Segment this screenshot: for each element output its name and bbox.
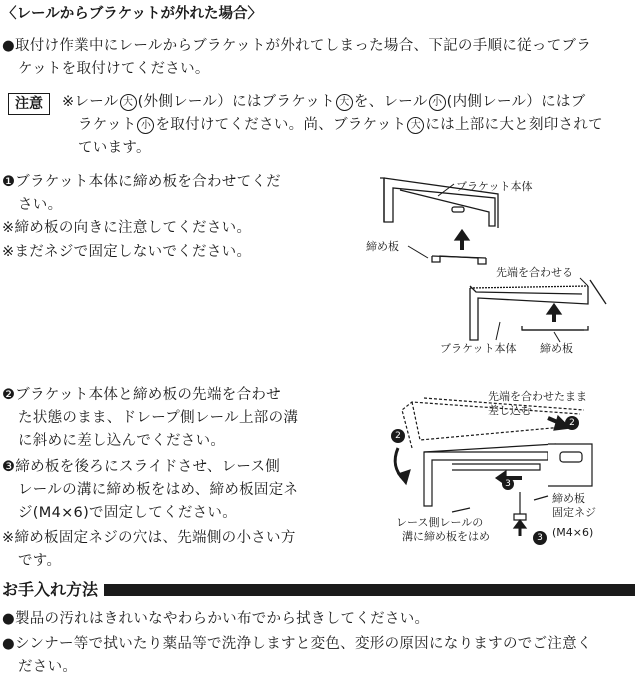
label-screw-3: (M4×6)	[552, 526, 594, 539]
care-title: お手入れ方法	[2, 580, 104, 600]
circled-dai: 大	[336, 94, 353, 111]
circled-sho: 小	[137, 117, 154, 134]
circled-dai: 大	[407, 117, 424, 134]
step1-note-1: ※締め板の向きに注意してください。	[2, 220, 252, 236]
label-insert-2: 差し込む	[488, 404, 532, 417]
circled-dai: 大	[120, 94, 137, 111]
step3-line-1: ❸締め板を後ろにスライドさせ、レース側	[2, 459, 281, 475]
step1-line-1: ❶ブラケット本体に締め板を合わせてくだ	[2, 174, 281, 190]
intro-line-1: ●取付け作業中にレールからブラケットが外れてしまった場合、下記の手順に従ってブラ	[2, 38, 592, 54]
caution-text: には上部に大と刻印されて	[425, 117, 603, 133]
circled-sho: 小	[429, 94, 446, 111]
step3-line-3: ジ(M4×6)で固定してください。	[18, 505, 238, 521]
step2-line-3: に斜めに差し込んでください。	[18, 433, 226, 449]
care-item-2-line-1: ●シンナー等で拭いたり薬品等で洗浄しますと変色、変形の原因になりますのでご注意く	[2, 636, 592, 652]
step3-note-2: です。	[18, 553, 62, 569]
label-insert-1: 先端を合わせたまま	[488, 390, 587, 403]
label-clamp-plate: 締め板	[366, 240, 399, 253]
step-number-badge: 2	[395, 431, 401, 441]
intro-line-2: ケットを取付けてください。	[18, 61, 210, 77]
step3-note-1: ※締め板固定ネジの穴は、先端側の小さい方	[2, 530, 296, 546]
label-lace-2: 溝に締め板をはめ	[402, 530, 490, 543]
step-number-badge: 3	[537, 533, 543, 543]
label-lace-1: レース側レールの	[396, 516, 484, 529]
label-screw-2: 固定ネジ	[552, 506, 596, 519]
care-item-1: ●製品の汚れはきれいなやわらかい布でから拭きしてください。	[2, 611, 430, 627]
step-number-badge: 3	[505, 479, 511, 489]
label-clamp-plate-2: 締め板	[540, 342, 573, 355]
caution-badge: 注意	[8, 93, 50, 115]
step2-line-1: ❷ブラケット本体と締め板の先端を合わせ	[2, 387, 281, 403]
caution-text: (内側レール）にはブ	[446, 94, 586, 110]
label-bracket-body: ブラケット本体	[456, 180, 533, 193]
step-number-badge: 2	[569, 418, 575, 428]
care-item-2-line-2: ださい。	[18, 659, 78, 675]
caution-text: (外側レール）にはブラケット	[137, 94, 335, 110]
label-screw-1: 締め板	[552, 492, 585, 505]
caution-text: を、レール	[353, 94, 428, 110]
label-bracket-body-2: ブラケット本体	[440, 342, 517, 355]
step3-line-2: レールの溝に締め板をはめ、締め板固定ネ	[18, 482, 299, 498]
label-align-tips: 先端を合わせる	[496, 266, 573, 279]
section-heading: 〈レールからブラケットが外れた場合〉	[2, 6, 262, 22]
caution-text: ラケット	[78, 117, 137, 133]
caution-line-3: ています。	[78, 140, 151, 156]
step1-note-2: ※まだネジで固定しないでください。	[2, 244, 252, 260]
caution-text: ※レール	[62, 94, 119, 110]
caution-text: を取付けてください。尚、ブラケット	[155, 117, 407, 133]
step1-line-2: さい。	[18, 197, 63, 213]
step2-line-2: た状態のまま、ドレープ側レール上部の溝	[18, 410, 299, 426]
